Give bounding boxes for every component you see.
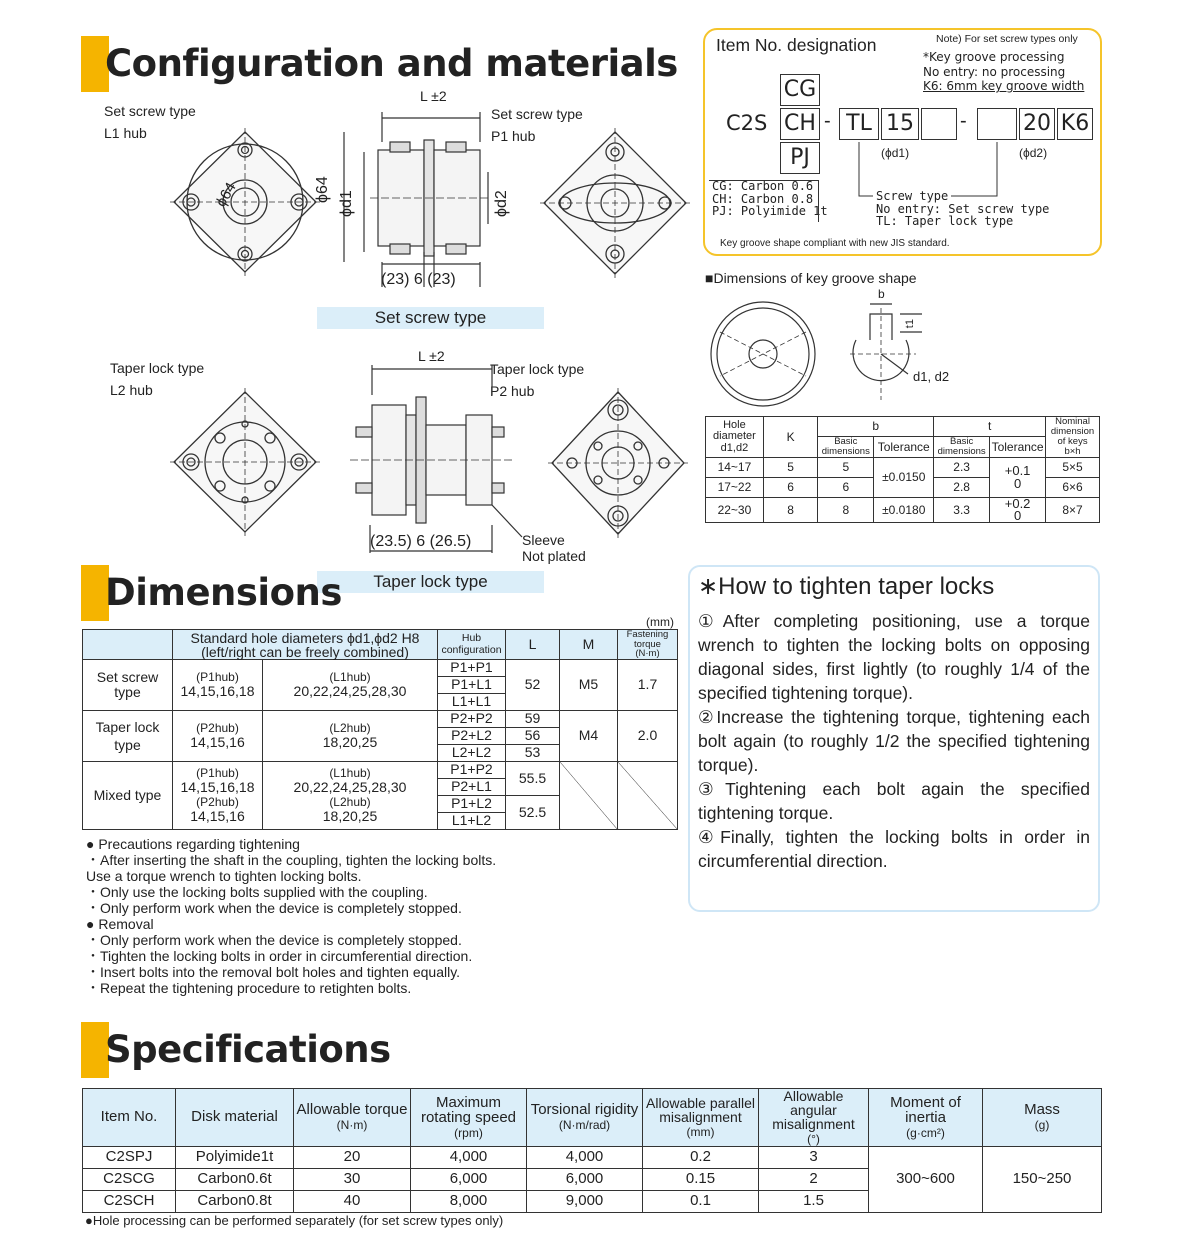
ss-l1-hub-drawing (170, 128, 320, 276)
dt-M-header: M (560, 630, 618, 660)
tl-left-label: Taper lock type (110, 360, 205, 376)
specifications-table (82, 1088, 1102, 1213)
table-row: Mixed type (P1hub) 14,15,16,18 (P2hub) 14,15,16 (L1hub) 20,22,24,25,28,30 (L2hub) 18,20,25 P1+P2 55.5 (83, 762, 678, 779)
how-to-step-2: ②Increase the tightening torque, tightening each bolt again (to roughly 1/2 the specified tightening torque). (698, 707, 1090, 775)
designation-title: Item No. designation (716, 35, 877, 55)
d1-label: (ϕd1) (881, 146, 910, 160)
designation-footnote: Key groove shape compliant with new JIS standard. (720, 238, 950, 249)
kt-basic1-header: Basic dimensions (818, 437, 874, 458)
tl-caption: Taper lock type (317, 571, 544, 593)
tl-right-hub: P2 hub (490, 383, 535, 399)
tl-p2-hub-drawing (548, 388, 688, 538)
how-to-step-1: ①After completing positioning, use a torque wrench to tighten the locking bolts on opposing diagonal sides, first lightly (to roughly 1/4 of the specified tightening torque). (698, 611, 1090, 703)
ss-caption: Set screw type (317, 307, 544, 329)
ss-dim-bottom: (23) 6 (23) (381, 271, 456, 288)
dash-2: - (960, 110, 967, 132)
table-row: P2+L1 (83, 779, 678, 796)
st-h-angular: Allowable angular misalignment (°) (759, 1089, 869, 1147)
material-cg: CG (780, 74, 820, 106)
tl-side-drawing (350, 365, 520, 545)
st-h-disk: Disk material (176, 1089, 294, 1147)
tl-dim-bottom: (23.5) 6 (26.5) (370, 533, 472, 550)
tl-sleeve-label: Sleeve (522, 532, 565, 548)
tl-right-label: Taper lock type (490, 361, 585, 377)
kt-basic2-header: Basic dimensions (934, 437, 990, 458)
dt-std-header: Standard hole diameters ϕd1,ϕd2 H8 (left/right can be freely combined) (173, 630, 438, 660)
table-row: 22~30 8 8 ±0.0180 3.3 +0.2 0 8×7 (706, 497, 1100, 522)
tl-l2-hub-drawing (170, 388, 320, 536)
material-descriptions: CG: Carbon 0.6 CH: Carbon 0.8 PJ: Polyimide 1t (712, 179, 828, 218)
kt-tol1-header: Tolerance (874, 437, 934, 458)
key-label-b: b (878, 287, 885, 301)
tl-sleeve-note: Not plated (522, 548, 586, 564)
ss-dim-phi64-side: ϕ64 (313, 176, 331, 203)
table-row: L1+L2 (83, 813, 678, 830)
how-to-step-3: ③Tightening each bolt again the specified tightening torque. (698, 779, 1090, 823)
table-row: L2+L2 53 (83, 745, 678, 762)
ss-left-label: Set screw type (104, 103, 196, 119)
table-row: P2+L2 56 (83, 728, 678, 745)
table-row: Taper lock type (P2hub) 14,15,16 (L2hub) 18,20,25 P2+P2 59 M4 2.0 (83, 711, 678, 728)
dimensions-unit: (mm) (646, 615, 674, 629)
kt-tol2-header: Tolerance (990, 437, 1046, 458)
table-row: L1+L1 (83, 694, 678, 711)
k6-cell: K6 (1057, 108, 1093, 140)
key-groove-table (705, 416, 1100, 523)
table-row: C2SPJ Polyimide1t 20 4,000 4,000 0.2 3 300~600 150~250 (83, 1147, 1102, 1169)
table-row: P1+L1 (83, 677, 678, 694)
how-to-title: ∗How to tighten taper locks (698, 573, 995, 600)
key-groove-title: ■Dimensions of key groove shape (705, 270, 917, 286)
st-h-item: Item No. (83, 1089, 176, 1147)
designation-note: Note) For set screw types only (936, 33, 1078, 45)
dt-hub-header: Hub configuration (438, 630, 506, 660)
st-h-parallel: Allowable parallel misalignment (mm) (643, 1089, 759, 1147)
item-designation-box (703, 28, 1102, 256)
st-h-torque: Allowable torque (N·m) (294, 1089, 411, 1147)
screw-descriptions: Screw type No entry: Set screw type TL: Taper lock type (876, 189, 1050, 228)
dimensions-table (82, 629, 678, 830)
key-label-t1: t1 (904, 319, 916, 329)
table-row: C2SCH Carbon0.8t 40 8,000 9,000 0.1 1.5 (83, 1191, 1102, 1213)
ss-dim-phi64-front: ϕ64 (212, 179, 240, 210)
kt-t-header: t (934, 417, 1046, 437)
material-ch: CH (780, 108, 820, 140)
dt-L-header: L (506, 630, 560, 660)
table-row: 17~22 6 6 2.8 6×6 (706, 477, 1100, 497)
table-row: Set screw type (P1hub) 14,15,16,18 (L1hub) 20,22,24,25,28,30 P1+P1 52 M5 1.7 (83, 660, 678, 677)
specs-footnote: ●Hole processing can be performed separately (for set screw types only) (85, 1213, 504, 1228)
ss-p1-hub-drawing (540, 128, 690, 278)
how-to-step-4: ④Finally, tighten the locking bolts in order in circumferential direction. (698, 827, 1090, 871)
material-desc-frame (709, 180, 819, 222)
tl-dim-L: L ±2 (418, 348, 445, 364)
material-pj: PJ (780, 142, 820, 174)
tl-left-hub: L2 hub (110, 382, 153, 398)
st-h-mass: Mass (g) (983, 1089, 1102, 1147)
table-row: C2SCG Carbon0.6t 30 6,000 6,000 0.15 2 (83, 1169, 1102, 1191)
key-label-d: d1, d2 (913, 369, 950, 384)
precautions-list: ● Precautions regarding tightening ・After inserting the shaft in the coupling, tighten the locking bolts. Use a torque wrench to tighten locking bolts. ・Only use the locking bolts supplied with the coupling. ・Only perform work when the device is completely stopped. ● Removal ・Only perform work when the device is completely stopped. ・Tighten the locking bolts in order in circumferential direction. ・Insert bolts into the removal bolt holes and tighten equally. ・Repeat the tightening procedure to retighten bolts. (86, 836, 497, 996)
ss-dim-phid1: ϕd1 (337, 190, 355, 217)
ss-dim-L: L ±2 (420, 88, 447, 104)
kt-b-header: b (818, 417, 934, 437)
st-h-speed: Maximum rotating speed (rpm) (411, 1089, 527, 1147)
st-h-inertia: Moment of inertia (g·cm²) (869, 1089, 983, 1147)
st-h-rigidity: Torsional rigidity (N·m/rad) (527, 1089, 643, 1147)
how-to-tighten-box (688, 565, 1100, 912)
key-groove-options: *Key groove processing No entry: no processing K6: 6mm key groove width (923, 50, 1085, 93)
taper-tl-cell: TL (839, 108, 879, 140)
dt-torque-header: Fastening torque (N·m) (618, 630, 678, 660)
ss-left-hub: L1 hub (104, 125, 147, 141)
ss-right-hub: P1 hub (491, 128, 536, 144)
ss-dim-phid2: ϕd2 (492, 190, 510, 217)
kt-nom-header: Nominal dimension of keys b×h (1046, 417, 1100, 458)
table-row: 14~17 5 5 ±0.0150 2.3 +0.1 0 5×5 (706, 457, 1100, 477)
key-groove-drawing (710, 300, 970, 410)
prefix-c2s: C2S (726, 111, 768, 135)
dash-1: - (824, 110, 831, 132)
d1-cell: 15 (881, 108, 919, 140)
d2-label: (ϕd2) (1019, 146, 1048, 160)
kt-hole-header: Hole diameter d1,d2 (706, 417, 764, 458)
d2-cell: 20 (1019, 108, 1055, 140)
ss-right-label: Set screw type (491, 106, 583, 122)
kt-k-header: K (763, 417, 818, 458)
table-row: P1+L2 52.5 (83, 796, 678, 813)
